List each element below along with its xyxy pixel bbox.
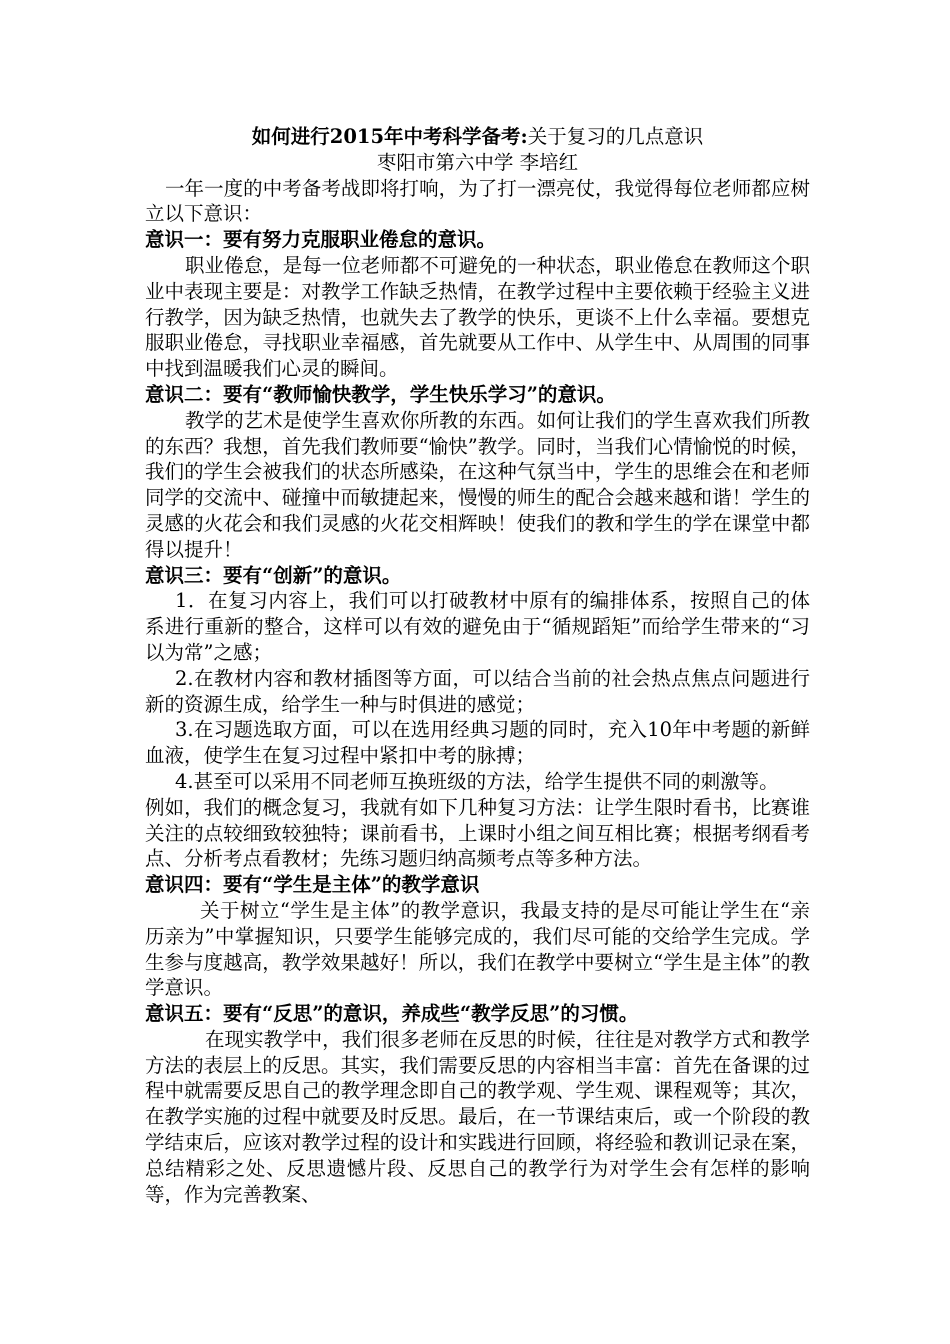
intro-paragraph: 一年一度的中考备考战即将打响，为了打一漂亮仗，我觉得每位老师都应树立以下意识： bbox=[145, 176, 810, 226]
section-5-heading: 意识五：要有“反思”的意识，养成些“教学反思”的习惯。 bbox=[145, 1002, 639, 1026]
section-3-item-4: 4.甚至可以采用不同老师互换班级的方法，给学生提供不同的刺激等。 bbox=[175, 769, 779, 793]
document-page bbox=[145, 124, 810, 1207]
section-2-paragraph: 教学的艺术是使学生喜欢你所教的东西。如何让我们的学生喜欢我们所教的东西？我想，首先我们教师要“愉快”教学。同时，当我们心情愉悦的时候，我们的学生会被我们的状态所感染，在这种气氛当中，学生的思维会在和老师同学的交流中、碰撞中而敏捷起来，慢慢的师生的配合会越来越和谐！学生的灵感的火花会和我们灵感的火花交相辉映！使我们的教和学生的学在课堂中都得以提升！ bbox=[145, 408, 810, 561]
section-3-item-1: 1．在复习内容上，我们可以打破教材中原有的编排体系，按照自己的体系进行重新的整合，这样可以有效的避免由于“循规蹈矩”而给学生带来的“习以为常”之感； bbox=[145, 589, 810, 664]
section-1-heading: 意识一：要有努力克服职业倦怠的意识。 bbox=[145, 228, 497, 252]
section-3-item-2: 2.在教材内容和教材插图等方面，可以结合当前的社会热点焦点问题进行新的资源生成，给学生一种与时俱进的感觉； bbox=[145, 666, 810, 716]
section-4-heading: 意识四：要有“学生是主体”的教学意识 bbox=[145, 873, 480, 897]
author-line: 枣阳市第六中学 李培红 bbox=[376, 150, 579, 174]
section-5-paragraph: 在现实教学中，我们很多老师在反思的时候，往往是对教学方式和教学方法的表层上的反思。其实，我们需要反思的内容相当丰富：首先在备课的过程中就需要反思自己的教学理念即自己的教学观、学生观、课程观等；其次，在教学实施的过程中就要及时反思。最后，在一节课结束后，或一个阶段的教学结束后，应该对教学过程的设计和实践进行回顾，将经验和教训记录在案，总结精彩之处、反思遗憾片段、反思自己的教学行为对学生会有怎样的影响等，作为完善教案、 bbox=[145, 1027, 810, 1206]
title-bold-part: 如何进行2015年中考科学备考: bbox=[251, 125, 528, 148]
section-3-item-3: 3.在习题选取方面，可以在选用经典习题的同时，充入10年中考题的新鲜血液，使学生在复习过程中紧扣中考的脉搏； bbox=[145, 718, 810, 768]
section-2-heading: 意识二：要有“教师愉快教学，学生快乐学习”的意识。 bbox=[145, 382, 616, 406]
section-1-paragraph: 职业倦怠，是每一位老师都不可避免的一种状态，职业倦怠在教师这个职业中表现主要是：对教学工作缺乏热情，在教学过程中主要依赖于经验主义进行教学，因为缺乏热情，也就失去了教学的快乐，更谈不上什么幸福。要想克服职业倦怠，寻找职业幸福感，首先就要从工作中、从学生中、从周围的同事中找到温暖我们心灵的瞬间。 bbox=[145, 253, 810, 381]
section-4-paragraph: 关于树立“学生是主体”的教学意识，我最支持的是尽可能让学生在“亲历亲为”中掌握知识，只要学生能够完成的，我们尽可能的交给学生完成。学生参与度越高，教学效果越好！所以，我们在教学中要树立“学生是主体”的教学意识。 bbox=[145, 898, 810, 1000]
section-3-heading: 意识三：要有“创新”的意识。 bbox=[145, 563, 402, 587]
document-title bbox=[145, 124, 810, 150]
title-rest-part: 关于复习的几点意识 bbox=[527, 125, 704, 148]
section-3-example-paragraph: 例如，我们的概念复习，我就有如下几种复习方法：让学生限时看书，比赛谁关注的点较细致较独特；课前看书，上课时小组之间互相比赛；根据考纲看考点、分析考点看教材；先练习题归纳高频考点等多种方法。 bbox=[145, 795, 810, 871]
